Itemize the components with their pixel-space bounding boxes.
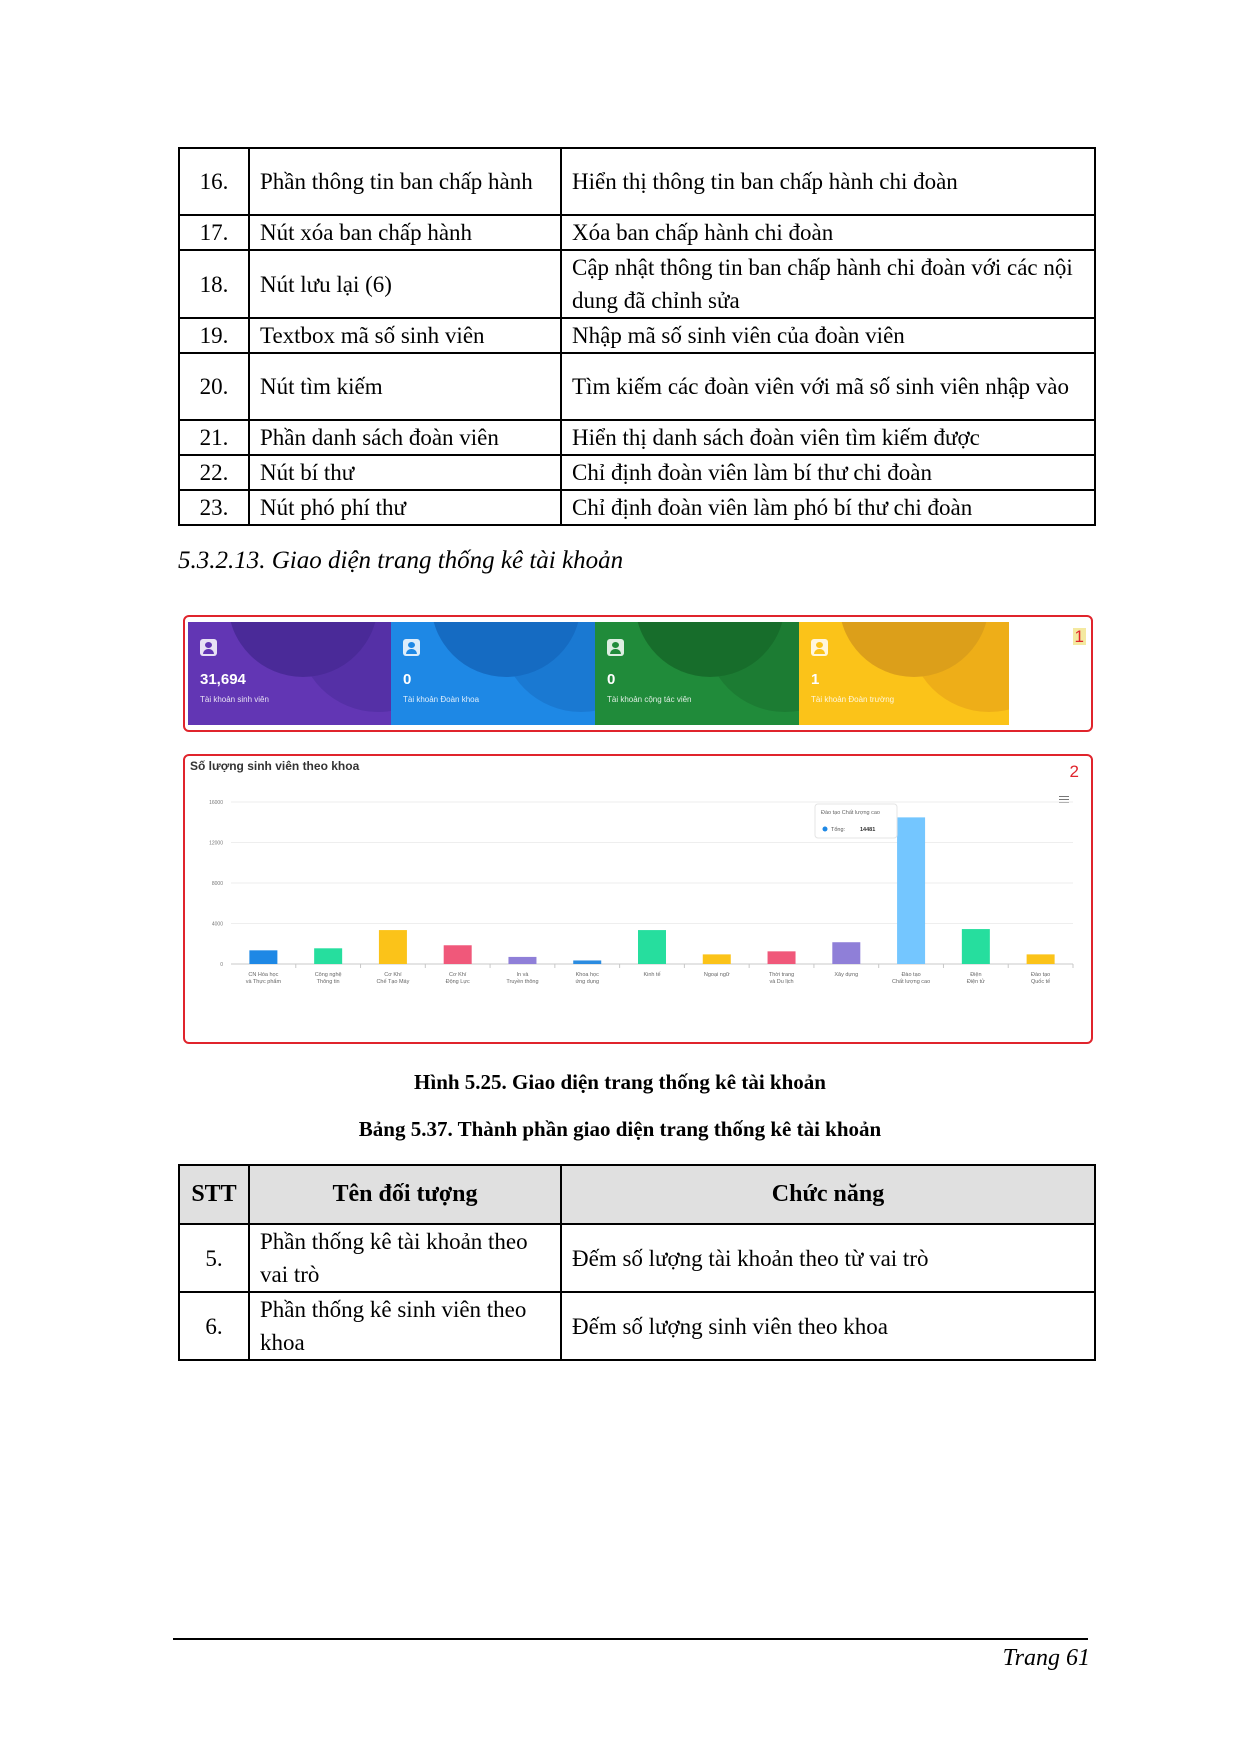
object-name: Nút lưu lại (6) (249, 250, 561, 318)
x-tick-label: Điện (970, 972, 982, 978)
page-number: Trang 61 (1002, 1645, 1090, 1671)
row-number: 19. (179, 318, 249, 353)
y-tick-label: 16000 (209, 800, 223, 806)
bar (832, 942, 860, 964)
x-tick-label: Động Lực (445, 979, 470, 985)
bar (962, 929, 990, 964)
x-tick-label: Khoa học (575, 972, 599, 978)
object-function: Chỉ định đoàn viên làm bí thư chi đoàn (561, 455, 1095, 490)
x-tick-label: Đào tạo (901, 972, 921, 978)
object-function: Hiển thị danh sách đoàn viên tìm kiếm được (561, 420, 1095, 455)
tooltip-value: 14481 (860, 827, 876, 833)
x-tick-label: Thông tin (316, 979, 340, 985)
figure-caption: Hình 5.25. Giao diện trang thống kê tài khoản (414, 1070, 826, 1094)
stat-label: Tài khoản sinh viên (200, 695, 269, 704)
y-tick-label: 8000 (211, 881, 223, 887)
component-table (178, 1164, 1096, 1361)
user-icon (607, 639, 624, 656)
chart-panel (183, 754, 1093, 1044)
row-number: 21. (179, 420, 249, 455)
row-number: 5. (179, 1224, 249, 1292)
object-name: Nút phó phí thư (249, 490, 561, 525)
user-icon (811, 639, 828, 656)
y-tick-label: 0 (220, 962, 223, 968)
bar (249, 950, 277, 964)
stat-card (595, 622, 805, 725)
x-tick-label: Đào tạo (1030, 972, 1051, 978)
x-tick-label: Kinh tế (643, 972, 661, 978)
table-row (179, 455, 1095, 490)
bar (444, 945, 472, 964)
x-tick-label: Chế Tạo Máy (376, 979, 410, 985)
object-name: Nút tìm kiếm (249, 353, 561, 420)
stat-value: 31,694 (200, 671, 246, 688)
object-function: Cập nhật thông tin ban chấp hành chi đoàn với các nội dung đã chỉnh sửa (561, 250, 1095, 318)
stat-label: Tài khoản cộng tác viên (607, 695, 692, 704)
bar (1027, 954, 1055, 964)
table-row (179, 1292, 1095, 1360)
row-number: 22. (179, 455, 249, 490)
object-name: Textbox mã số sinh viên (249, 318, 561, 353)
column-header-stt: STT (179, 1165, 249, 1224)
x-tick-label: Chất lượng cao (891, 979, 931, 985)
x-tick-label: Cơ Khí (384, 972, 402, 978)
bar (768, 951, 796, 964)
table-row (179, 490, 1095, 525)
object-function: Xóa ban chấp hành chi đoàn (561, 215, 1095, 250)
stat-value: 1 (811, 671, 820, 688)
stat-label: Tài khoản Đoàn khoa (403, 695, 480, 704)
x-tick-label: và Du lịch (769, 979, 794, 985)
x-tick-label: Xây dựng (834, 972, 859, 978)
object-name: Phần thống kê sinh viên theo khoa (249, 1292, 561, 1360)
object-name: Phần danh sách đoàn viên (249, 420, 561, 455)
object-function: Đếm số lượng tài khoản theo từ vai trò (561, 1224, 1095, 1292)
y-tick-label: 12000 (209, 840, 223, 847)
object-name: Phần thông tin ban chấp hành (249, 148, 561, 215)
section-heading: 5.3.2.13. Giao diện trang thống kê tài khoản (178, 547, 624, 574)
x-tick-label: In và (516, 972, 529, 978)
column-header-function: Chức năng (561, 1165, 1095, 1224)
tooltip-series-label: Tổng: (831, 827, 846, 833)
object-name: Nút bí thư (249, 455, 561, 490)
user-icon (403, 639, 420, 656)
table-row (179, 420, 1095, 455)
table-row (179, 318, 1095, 353)
tooltip-title: Đào tạo Chất lượng cao (821, 810, 880, 816)
bar (379, 930, 407, 964)
bar (314, 948, 342, 964)
table-row (179, 250, 1095, 318)
x-tick-label: Điện tử (966, 979, 985, 985)
object-function: Đếm số lượng sinh viên theo khoa (561, 1292, 1095, 1360)
bar (897, 817, 925, 964)
annotation-number-1: 1 (1074, 627, 1084, 646)
chart-title: Số lượng sinh viên theo khoa (190, 759, 360, 773)
stat-card (391, 622, 601, 725)
x-tick-label: và Thực phẩm (245, 979, 282, 985)
object-name: Phần thống kê tài khoản theo vai trò (249, 1224, 561, 1292)
x-tick-label: CN Hóa học (248, 972, 279, 978)
table-header-row (179, 1165, 1095, 1224)
bar (573, 960, 601, 964)
row-number: 16. (179, 148, 249, 215)
bar (703, 954, 731, 964)
y-tick-label: 4000 (211, 921, 223, 928)
bar (638, 930, 666, 964)
object-function: Tìm kiếm các đoàn viên với mã số sinh viên nhập vào (561, 353, 1095, 420)
x-tick-label: Công nghệ (314, 972, 342, 978)
row-number: 17. (179, 215, 249, 250)
column-header-name: Tên đối tượng (249, 1165, 561, 1224)
row-number: 18. (179, 250, 249, 318)
row-number: 23. (179, 490, 249, 525)
object-function: Nhập mã số sinh viên của đoàn viên (561, 318, 1095, 353)
row-number: 6. (179, 1292, 249, 1360)
stat-value: 0 (403, 671, 412, 688)
table-row (179, 353, 1095, 420)
stat-value: 0 (607, 671, 616, 688)
x-tick-label: ứng dụng (575, 979, 600, 985)
stat-card (188, 622, 398, 725)
bar (508, 957, 536, 964)
stat-card (799, 622, 1009, 725)
stat-label: Tài khoản Đoàn trường (811, 695, 895, 704)
table-caption: Bảng 5.37. Thành phần giao diện trang thống kê tài khoản (358, 1117, 882, 1141)
x-tick-label: Cơ Khí (449, 972, 467, 978)
x-tick-label: Ngoại ngữ (703, 972, 730, 978)
x-tick-label: Thời trang (768, 972, 795, 978)
table-row (179, 215, 1095, 250)
object-function: Hiển thị thông tin ban chấp hành chi đoàn (561, 148, 1095, 215)
object-function: Chỉ định đoàn viên làm phó bí thư chi đoàn (561, 490, 1095, 525)
stats-cards-panel (183, 615, 1093, 732)
table-row (179, 1224, 1095, 1292)
footer-rule (173, 1638, 1088, 1640)
x-tick-label: Truyền thông (506, 979, 539, 985)
annotation-number-2: 2 (1069, 762, 1079, 781)
table-row (179, 148, 1095, 215)
tooltip-series-dot (823, 827, 828, 832)
user-icon (200, 639, 217, 656)
bar-chart (185, 756, 1087, 1038)
component-table-continued (178, 147, 1096, 526)
object-name: Nút xóa ban chấp hành (249, 215, 561, 250)
x-tick-label: Quốc tế (1030, 979, 1051, 985)
row-number: 20. (179, 353, 249, 420)
